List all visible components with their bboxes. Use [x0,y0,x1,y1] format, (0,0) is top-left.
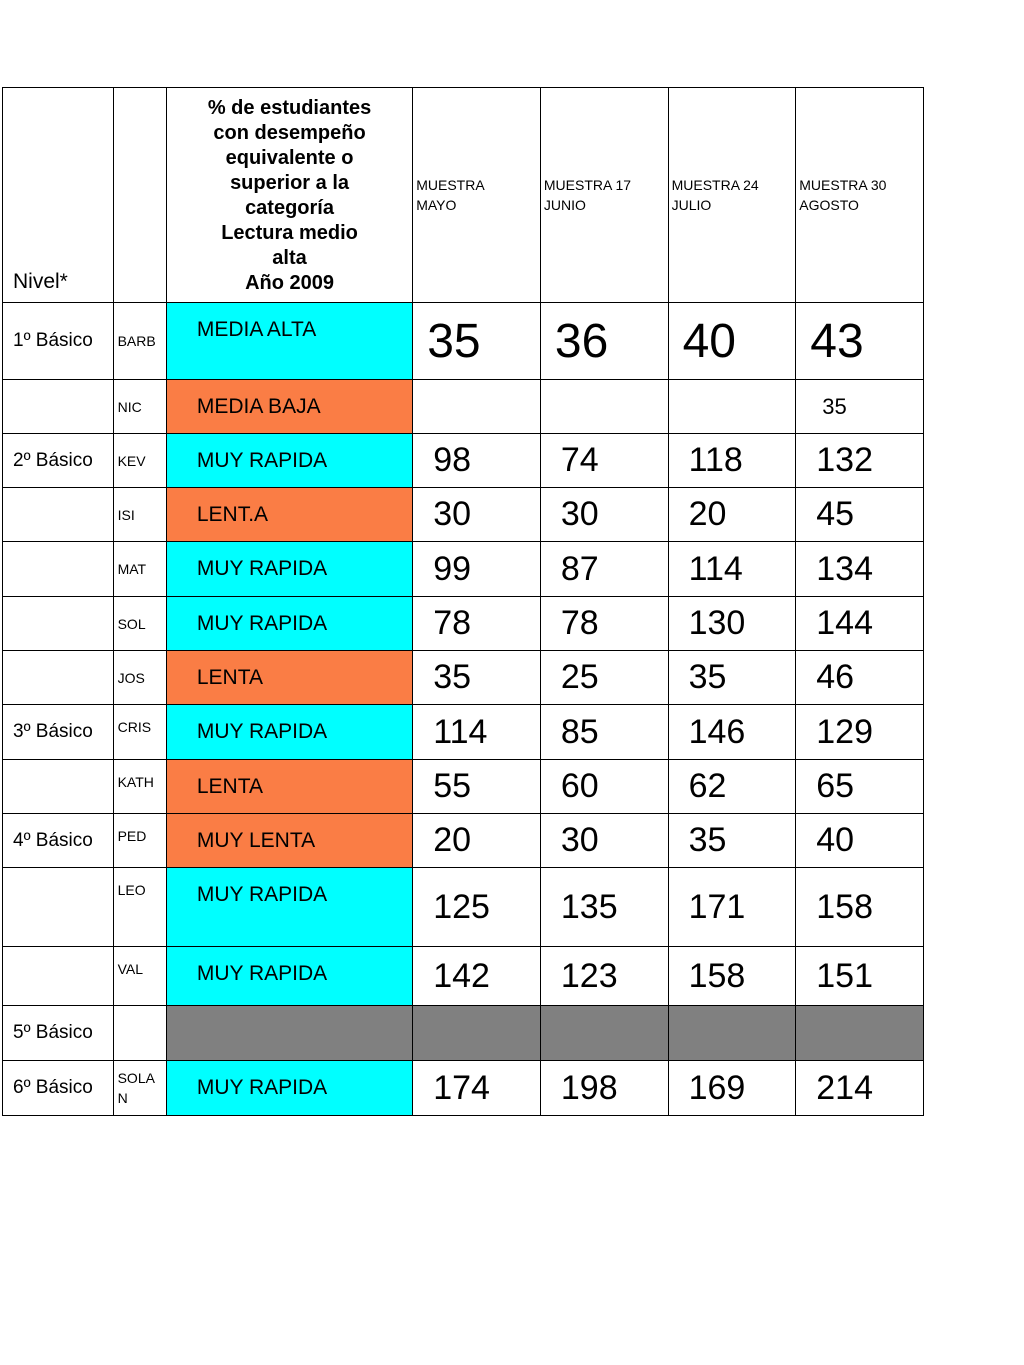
muestra-value: 171 [668,868,796,947]
nivel-cell: 6º Básico [3,1061,114,1116]
title-line: Año 2009 [245,272,334,294]
muestra-value [668,1006,796,1061]
muestra-value: 132 [796,434,924,488]
title-line: categoría [245,197,334,219]
category-cell: MUY RAPIDA [166,947,412,1006]
muestra-value: 30 [413,488,541,542]
table-row [3,868,924,947]
muestra-value: 123 [540,947,668,1006]
muestra-value: 142 [413,947,541,1006]
category-cell [166,1006,412,1061]
table-row [3,651,924,705]
nivel-cell [3,651,114,705]
muestra-value: 151 [796,947,924,1006]
muestra-value: 40 [668,303,796,380]
table-row [3,1006,924,1061]
nivel-cell [3,597,114,651]
muestra-value: 99 [413,542,541,597]
student-name: SOLAN [113,1061,166,1116]
category-cell: MUY RAPIDA [166,868,412,947]
nivel-cell [3,947,114,1006]
table-row [3,705,924,760]
muestra-value [413,380,541,434]
muestra-value: 125 [413,868,541,947]
student-name: KATH [113,760,166,814]
muestra-value: 169 [668,1061,796,1116]
muestra-value: 30 [540,814,668,868]
table-row [3,380,924,434]
muestra-value: 35 [413,303,541,380]
title-line: Lectura medio [221,222,358,244]
student-name: LEO [113,868,166,947]
muestra-value: 43 [796,303,924,380]
nivel-cell [3,868,114,947]
muestra-value: 130 [668,597,796,651]
muestra-value: 98 [413,434,541,488]
muestra-value: 146 [668,705,796,760]
muestra-value: 40 [796,814,924,868]
muestra-value: 55 [413,760,541,814]
muestra-value: 60 [540,760,668,814]
muestra-value: 129 [796,705,924,760]
table-row [3,303,924,380]
muestra-value: 35 [668,814,796,868]
category-cell: MUY LENTA [166,814,412,868]
muestra-value: 30 [540,488,668,542]
student-name: JOS [113,651,166,705]
title-line: % de estudiantes [207,97,372,119]
table-row [3,488,924,542]
muestra-value: 144 [796,597,924,651]
category-cell: MUY RAPIDA [166,1061,412,1116]
nivel-cell [3,380,114,434]
results-table [2,87,924,1116]
student-name: ISI [113,488,166,542]
student-name: VAL [113,947,166,1006]
table-row [3,760,924,814]
muestra-header: MUESTRA 17 JUNIO [540,88,668,303]
muestra-value [413,1006,541,1061]
muestra-value: 35 [668,651,796,705]
student-name: SOL [113,597,166,651]
muestra-value: 35 [413,651,541,705]
category-cell: LENT.A [166,488,412,542]
student-name: MAT [113,542,166,597]
student-name: BARB [113,303,166,380]
muestra-value: 20 [413,814,541,868]
title-line: equivalente o [225,147,354,169]
muestra-value: 85 [540,705,668,760]
student-name: PED [113,814,166,868]
nivel-cell: 2º Básico [3,434,114,488]
muestra-header: MUESTRA 24 JULIO [668,88,796,303]
muestra-value [540,380,668,434]
muestra-value: 158 [668,947,796,1006]
category-cell: MEDIA BAJA [166,380,412,434]
muestra-value: 46 [796,651,924,705]
category-cell: MUY RAPIDA [166,542,412,597]
muestra-value: 25 [540,651,668,705]
category-cell: MUY RAPIDA [166,705,412,760]
muestra-value: 78 [540,597,668,651]
muestra-value: 45 [796,488,924,542]
table-row [3,434,924,488]
muestra-value: 36 [540,303,668,380]
category-cell: MEDIA ALTA [166,303,412,380]
nivel-cell [3,488,114,542]
title-line: alta [272,247,307,269]
nivel-cell: 5º Básico [3,1006,114,1061]
muestra-value: 114 [668,542,796,597]
muestra-value: 20 [668,488,796,542]
muestra-value: 74 [540,434,668,488]
muestra-header: MUESTRA MAYO [413,88,541,303]
muestra-value: 78 [413,597,541,651]
category-cell: MUY RAPIDA [166,597,412,651]
muestra-value: 35 [796,380,924,434]
nivel-header: Nivel* [3,88,114,303]
muestra-value: 214 [796,1061,924,1116]
table-row [3,542,924,597]
nivel-cell [3,760,114,814]
table-row [3,947,924,1006]
muestra-value: 65 [796,760,924,814]
title-line: con desempeño [213,122,366,144]
student-name: CRIS [113,705,166,760]
nivel-cell [3,542,114,597]
nivel-cell: 4º Básico [3,814,114,868]
category-cell: LENTA [166,651,412,705]
muestra-value [796,1006,924,1061]
muestra-value: 118 [668,434,796,488]
muestra-value: 135 [540,868,668,947]
muestra-value [668,380,796,434]
header-row [3,88,924,303]
nivel-cell: 1º Básico [3,303,114,380]
muestra-value [540,1006,668,1061]
muestra-value: 134 [796,542,924,597]
muestra-value: 114 [413,705,541,760]
table-row [3,597,924,651]
nivel-cell: 3º Básico [3,705,114,760]
student-name: KEV [113,434,166,488]
category-header [166,88,412,303]
table-row [3,814,924,868]
category-cell: MUY RAPIDA [166,434,412,488]
name-header [113,88,166,303]
title-line: superior a la [230,172,349,194]
muestra-value: 158 [796,868,924,947]
student-name [113,1006,166,1061]
muestra-header: MUESTRA 30 AGOSTO [796,88,924,303]
muestra-value: 198 [540,1061,668,1116]
muestra-value: 174 [413,1061,541,1116]
category-cell: LENTA [166,760,412,814]
muestra-value: 62 [668,760,796,814]
table-row [3,1061,924,1116]
muestra-value: 87 [540,542,668,597]
student-name: NIC [113,380,166,434]
